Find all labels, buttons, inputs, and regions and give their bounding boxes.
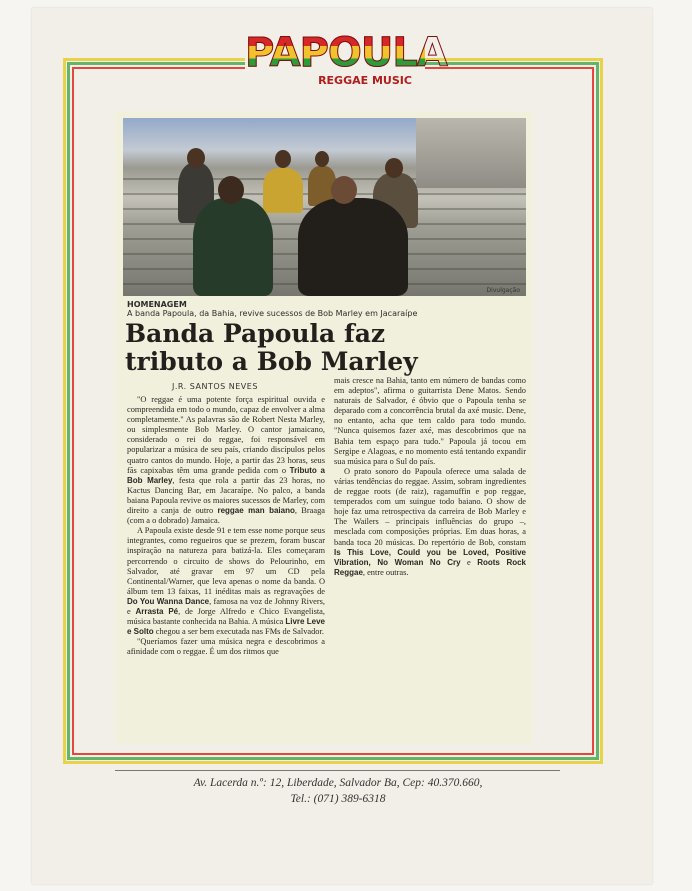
- article-column-2: [334, 376, 526, 578]
- byline: J.R. SANTOS NEVES: [172, 382, 258, 391]
- photo-credit: Divulgação: [486, 287, 520, 294]
- article-column-1: [127, 395, 325, 657]
- logo-subtitle: REGGAE MUSIC: [318, 74, 412, 87]
- paragraph: mais cresce na Bahia, tanto em número de bandas como em adeptos", afirma o guitarrista Dene Matos. Sendo naturais de Salvador, é óbvio que o Papoula tenha se deparado com a concorrência brutal da axé music. Dene, no entanto, acha que tem caldo para todo mundo. "Nunca quisemos fazer axé, mas descobrimos que na Bahia tem espaço para tudo." Papoula já tocou em Sergipe e Alagoas, e no momento está tentando expandir sua música para o Sul do país.: [334, 376, 526, 466]
- footer-phone: Tel.: (071) 389-6318: [290, 793, 386, 805]
- caption-kicker: HOMENAGEM: [127, 300, 187, 309]
- paragraph: "Queríamos fazer uma música negra e descobrimos a afinidade com o reggae. É um dos ritmos que: [127, 637, 325, 657]
- article-headline: [125, 320, 525, 376]
- headline-line-2: tributo a Bob Marley: [125, 347, 418, 376]
- band-photo: [123, 118, 526, 296]
- headline-line-1: Banda Papoula faz: [125, 319, 386, 348]
- logo-title: PAPOULA: [245, 30, 447, 76]
- photo-caption: A banda Papoula, da Bahia, revive sucessos de Bob Marley em Jacaraípe: [127, 309, 418, 318]
- papoula-logo: [245, 30, 447, 104]
- paragraph: "O reggae é uma potente força espiritual ouvida e compreendida em todo o mundo, capaz de envolver a alma completamente." As palavras são de Robert Nesta Marley, ou simplesmente Bob Marley. O cantor jamaicano, considerado o rei do reggae, foi responsável em popularizar a música de seu país, criando discípulos pelos quatro cantos do mundo. Hoje, a partir das 23 horas, seus fãs capixabas têm uma grande pedida com o Tributo a Bob Marley, festa que rola a partir das 23 horas, no Kactus Dancing Bar, em Jacaraípe. No palco, a banda baiana Papoula revive os maiores sucessos de Marley, com direito a canja de outro reggae man baiano, Braaga (com a o dobrado) Jamaica.: [127, 395, 326, 526]
- footer-address: Av. Lacerda n.º: 12, Liberdade, Salvador Ba, Cep: 40.370.660,: [193, 777, 483, 789]
- paragraph: O prato sonoro do Papoula oferece uma salada de várias tendências do reggae. Assim, sobram ingredientes de reggae roots (de raiz), ragamuffin e pop reggae, temperados com um suingue todo baiano. O show de hoje faz uma retrospectiva da carreira de Bob Marley e The Wailers – principais influências do grupo –, mesclada com composições próprias. Em duas horas, a banda toca 20 músicas. Do repertório de Bob, constam Is This Love, Could you be Loved, Positive Vibration, No Woman No Cry e Roots Rock Reggae, entre outras.: [334, 466, 527, 577]
- paragraph: A Papoula existe desde 91 e tem esse nome porque seus integrantes, como regueiros que se prezem, foram buscar inspiração na natureza para batizá-la. Eles começaram percorrendo o circuito de shows do Pelourinho, em Salvador, até gravar em 97 um CD pela Continental/Warner, que leva apenas o nome da banda. O álbum tem 13 faixas, 11 inéditas mais as regravações de Do You Wanna Dance, famosa na voz de Johnny Rivers, e Arrasta Pé, de Jorge Alfredo e Chico Evangelista, música bastante conhecida na Bahia. A música Livre Leve e Solto chegou a ser bem executada nas FMs de Salvador.: [127, 526, 325, 637]
- footer-divider: [115, 770, 560, 771]
